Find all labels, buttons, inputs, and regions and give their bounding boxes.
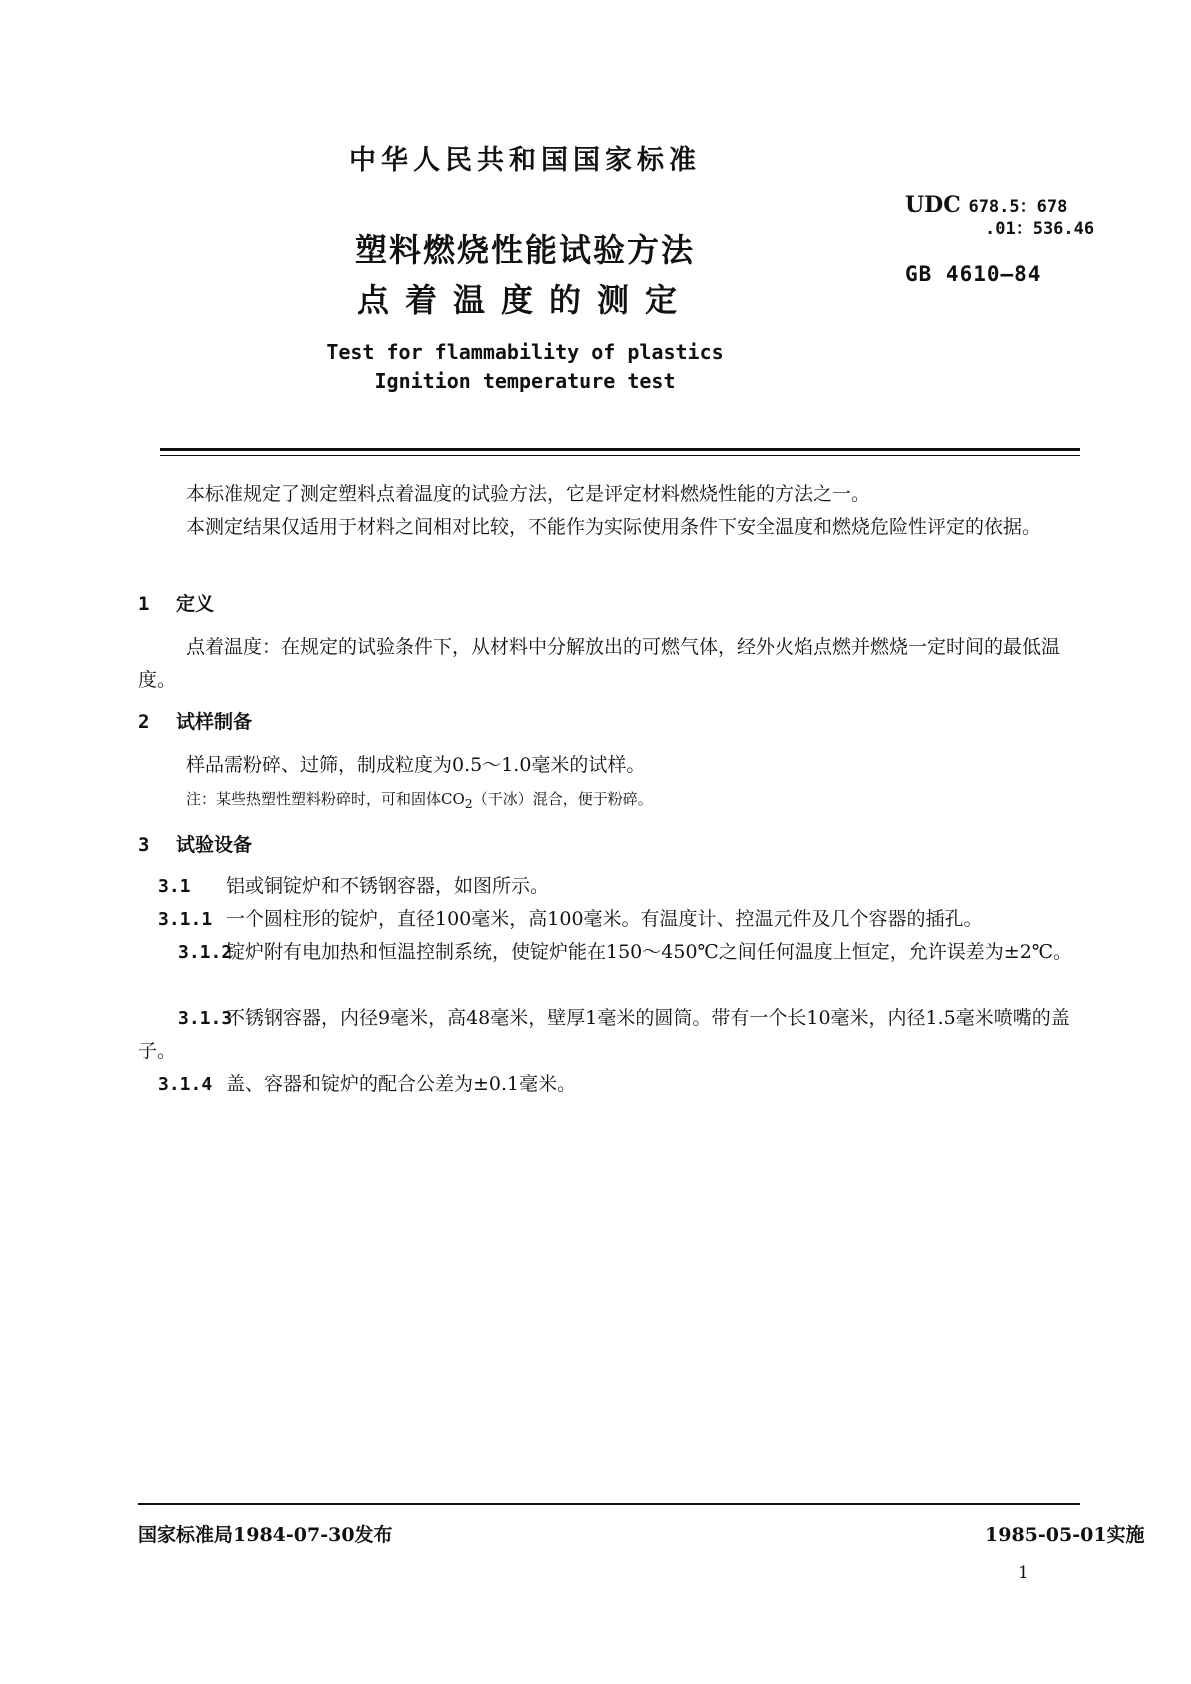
clause-text: 一个圆柱形的锭炉，直径100毫米，高100毫米。有温度计、控温元件及几个容器的插孔。 bbox=[226, 908, 983, 930]
clause-text: 锭炉附有电加热和恒温控制系统，使锭炉能在150～450℃之间任何温度上恒定，允许误差为±2℃。 bbox=[226, 941, 1073, 963]
section-2-number: 2 bbox=[138, 711, 150, 733]
clause-3-1 bbox=[158, 870, 1088, 903]
intro-paragraph-2: 本测定结果仅适用于材料之间相对比较，不能作为实际使用条件下安全温度和燃烧危险性评定的依据。 bbox=[186, 516, 1042, 538]
title-en-line1: Test for flammability of plastics bbox=[326, 340, 724, 364]
clause-text: 盖、容器和锭炉的配合公差为±0.1毫米。 bbox=[226, 1073, 577, 1095]
section-1-text: 点着温度：在规定的试验条件下，从材料中分解放出的可燃气体，经外火焰点燃并燃烧一定时间的最低温度。 bbox=[138, 636, 1061, 691]
note-prefix: 注：某些热塑性塑料粉碎时，可和固体CO bbox=[186, 790, 465, 808]
intro-paragraph-1: 本标准规定了测定塑料点着温度的试验方法，它是评定材料燃烧性能的方法之一。 bbox=[186, 483, 871, 505]
udc-label: UDC bbox=[905, 192, 961, 218]
section-1-heading bbox=[138, 589, 1088, 616]
title-cn-line1: 塑料燃烧性能试验方法 bbox=[354, 231, 695, 269]
footer-rule bbox=[138, 1503, 1080, 1505]
section-3-number: 3 bbox=[138, 834, 150, 856]
note-suffix: （干冰）混合，便于粉碎。 bbox=[472, 790, 653, 808]
section-3-heading bbox=[138, 830, 1088, 857]
section-1-number: 1 bbox=[138, 593, 150, 615]
header-rule-thick bbox=[160, 448, 1080, 451]
header-rule-thin bbox=[160, 455, 1080, 456]
section-2-heading bbox=[138, 707, 1088, 734]
national-standard-heading: 中华人民共和国国家标准 bbox=[349, 145, 701, 176]
implementation-date: 1985-05-01实施 bbox=[985, 1524, 1145, 1546]
title-en-line2: Ignition temperature test bbox=[374, 369, 676, 393]
title-cn-line2: 点着温度的测定 bbox=[356, 281, 693, 319]
udc-value-1: 678.5：678 bbox=[968, 197, 1068, 217]
page-number: 1 bbox=[1018, 1563, 1029, 1583]
clause-3-1-2 bbox=[138, 936, 1083, 969]
clause-text: 不锈钢容器，内径9毫米，高48毫米，壁厚1毫米的圆筒。带有一个长10毫米，内径1.5毫米喷嘴的盖子。 bbox=[138, 1007, 1070, 1062]
section-2-title: 试样制备 bbox=[176, 711, 253, 733]
section-2-text: 样品需粉碎、过筛，制成粒度为0.5～1.0毫米的试样。 bbox=[186, 754, 646, 776]
clause-number: 3.1.4 bbox=[158, 1074, 213, 1095]
section-3-title: 试验设备 bbox=[176, 834, 253, 856]
clause-3-1-1 bbox=[158, 903, 1088, 936]
udc-code-line2: .01：536.46 bbox=[985, 219, 1095, 239]
clause-number: 3.1.1 bbox=[158, 909, 213, 930]
clause-3-1-4 bbox=[158, 1068, 1088, 1101]
clause-3-1-3 bbox=[138, 1002, 1083, 1068]
section-1-title: 定义 bbox=[176, 593, 215, 615]
note-subscript: 2 bbox=[464, 796, 473, 811]
section-2-note bbox=[186, 788, 1136, 811]
clause-number: 3.1.3 bbox=[178, 1008, 233, 1029]
clause-number: 3.1 bbox=[158, 876, 191, 897]
clause-text: 铝或铜锭炉和不锈钢容器，如图所示。 bbox=[226, 875, 550, 897]
clause-number: 3.1.2 bbox=[178, 942, 233, 963]
gb-standard-code: GB 4610—84 bbox=[905, 262, 1042, 286]
issued-by-date: 国家标准局1984-07-30发布 bbox=[138, 1524, 393, 1546]
